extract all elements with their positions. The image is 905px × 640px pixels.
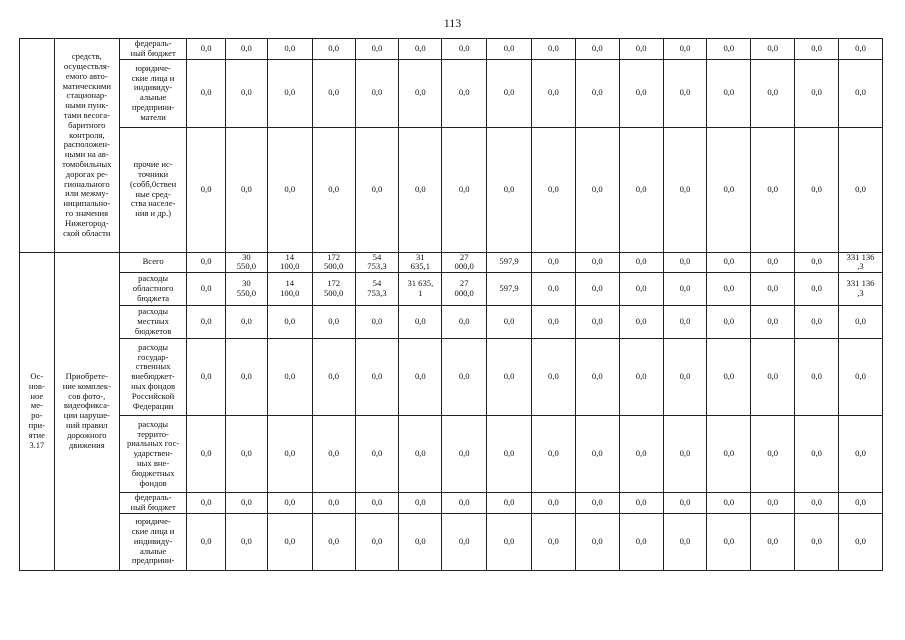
value-cell: 0,0	[487, 339, 532, 416]
value-cell: 0,0	[795, 252, 839, 273]
page-number: 113	[443, 16, 462, 30]
value-cell: 0,0	[187, 493, 226, 514]
value-cell: 31 635,1	[399, 252, 442, 273]
value-cell: 27 000,0	[442, 273, 487, 306]
value-cell: 0,0	[707, 306, 751, 339]
value-cell: 0,0	[267, 306, 312, 339]
value-cell: 0,0	[575, 339, 619, 416]
value-cell: 0,0	[532, 306, 576, 339]
value-cell: 0,0	[487, 513, 532, 570]
value-cell: 0,0	[575, 39, 619, 60]
value-cell: 0,0	[839, 127, 883, 252]
table-row	[20, 339, 883, 416]
value-cell: 0,0	[442, 339, 487, 416]
value-cell: 0,0	[226, 127, 268, 252]
value-cell: 0,0	[707, 493, 751, 514]
value-cell: 0,0	[751, 416, 795, 493]
value-cell: 0,0	[707, 273, 751, 306]
value-cell: 0,0	[619, 493, 663, 514]
value-cell: 0,0	[399, 59, 442, 127]
value-cell: 0,0	[795, 513, 839, 570]
value-cell: 0,0	[187, 59, 226, 127]
value-cell: 31 635, 1	[399, 273, 442, 306]
value-cell: 0,0	[619, 306, 663, 339]
value-cell: 0,0	[575, 252, 619, 273]
value-cell: 0,0	[187, 273, 226, 306]
value-cell: 0,0	[839, 416, 883, 493]
value-cell: 0,0	[355, 127, 399, 252]
value-cell: 0,0	[532, 416, 576, 493]
value-cell: 0,0	[487, 493, 532, 514]
value-cell: 0,0	[187, 416, 226, 493]
value-cell: 0,0	[312, 39, 355, 60]
value-cell: 0,0	[442, 306, 487, 339]
value-cell: 0,0	[399, 513, 442, 570]
value-cell: 0,0	[312, 59, 355, 127]
value-cell: 30 550,0	[226, 252, 268, 273]
value-cell: 0,0	[399, 306, 442, 339]
funding-source: федераль- ный бюджет	[119, 39, 186, 60]
value-cell: 0,0	[226, 59, 268, 127]
value-cell: 0,0	[267, 59, 312, 127]
value-cell: 0,0	[187, 252, 226, 273]
value-cell: 0,0	[707, 416, 751, 493]
value-cell: 0,0	[312, 339, 355, 416]
value-cell: 331 136 ,3	[839, 273, 883, 306]
value-cell: 0,0	[663, 252, 707, 273]
value-cell: 0,0	[663, 306, 707, 339]
funding-source: прочие ис- точники (собб,0ствен ные сред- ства населе- ния и др.)	[119, 127, 186, 252]
value-cell: 0,0	[267, 493, 312, 514]
value-cell: 0,0	[663, 127, 707, 252]
value-cell: 0,0	[751, 127, 795, 252]
value-cell: 27 000,0	[442, 252, 487, 273]
value-cell: 0,0	[619, 252, 663, 273]
value-cell: 0,0	[795, 306, 839, 339]
value-cell: 0,0	[442, 493, 487, 514]
value-cell: 0,0	[839, 59, 883, 127]
funding-source: федераль- ный бюджет	[119, 493, 186, 514]
value-cell: 0,0	[442, 416, 487, 493]
value-cell: 0,0	[707, 127, 751, 252]
value-cell: 0,0	[226, 306, 268, 339]
value-cell: 0,0	[355, 513, 399, 570]
value-cell: 0,0	[795, 493, 839, 514]
value-cell: 0,0	[839, 513, 883, 570]
table-row	[20, 39, 883, 60]
value-cell: 0,0	[267, 39, 312, 60]
measure-cell-empty	[20, 39, 55, 253]
value-cell: 0,0	[226, 39, 268, 60]
table-row	[20, 416, 883, 493]
value-cell: 0,0	[795, 59, 839, 127]
value-cell: 0,0	[442, 59, 487, 127]
value-cell: 0,0	[751, 59, 795, 127]
value-cell: 0,0	[226, 339, 268, 416]
value-cell: 0,0	[575, 416, 619, 493]
value-cell: 0,0	[839, 493, 883, 514]
value-cell: 0,0	[707, 59, 751, 127]
value-cell: 0,0	[619, 59, 663, 127]
funding-source: расходы местных бюджетов	[119, 306, 186, 339]
value-cell: 0,0	[487, 306, 532, 339]
value-cell: 0,0	[399, 39, 442, 60]
value-cell: 0,0	[226, 513, 268, 570]
value-cell: 0,0	[267, 513, 312, 570]
value-cell: 0,0	[267, 127, 312, 252]
value-cell: 0,0	[751, 39, 795, 60]
value-cell: 0,0	[399, 127, 442, 252]
value-cell: 0,0	[187, 39, 226, 60]
value-cell: 172 500,0	[312, 273, 355, 306]
value-cell: 0,0	[487, 416, 532, 493]
value-cell: 597,9	[487, 273, 532, 306]
value-cell: 0,0	[187, 306, 226, 339]
table-row	[20, 252, 883, 273]
value-cell: 0,0	[619, 339, 663, 416]
value-cell: 0,0	[532, 273, 576, 306]
value-cell: 0,0	[532, 127, 576, 252]
value-cell: 0,0	[839, 339, 883, 416]
value-cell: 0,0	[663, 273, 707, 306]
value-cell: 0,0	[751, 339, 795, 416]
value-cell: 0,0	[707, 339, 751, 416]
value-cell: 0,0	[663, 493, 707, 514]
value-cell: 14 100,0	[267, 252, 312, 273]
value-cell: 0,0	[312, 493, 355, 514]
value-cell: 0,0	[355, 339, 399, 416]
value-cell: 30 550,0	[226, 273, 268, 306]
funding-source: расходы государ- ственных внебюджет- ных фондов Российской Федерации	[119, 339, 186, 416]
value-cell: 0,0	[487, 39, 532, 60]
value-cell: 0,0	[663, 339, 707, 416]
value-cell: 0,0	[619, 273, 663, 306]
value-cell: 0,0	[663, 59, 707, 127]
value-cell: 0,0	[532, 339, 576, 416]
value-cell: 0,0	[795, 416, 839, 493]
value-cell: 0,0	[399, 493, 442, 514]
value-cell: 0,0	[487, 127, 532, 252]
value-cell: 0,0	[795, 273, 839, 306]
value-cell: 0,0	[532, 39, 576, 60]
value-cell: 0,0	[267, 416, 312, 493]
value-cell: 0,0	[663, 416, 707, 493]
table-row	[20, 273, 883, 306]
table-row	[20, 127, 883, 252]
value-cell: 331 136 ,3	[839, 252, 883, 273]
value-cell: 0,0	[442, 39, 487, 60]
value-cell: 0,0	[312, 127, 355, 252]
value-cell: 0,0	[619, 127, 663, 252]
value-cell: 0,0	[795, 127, 839, 252]
value-cell: 0,0	[355, 59, 399, 127]
value-cell: 0,0	[355, 416, 399, 493]
funding-source: юридиче- ские лица и индивиду- альные предприни- матели	[119, 59, 186, 127]
value-cell: 172 500,0	[312, 252, 355, 273]
value-cell: 0,0	[619, 39, 663, 60]
value-cell: 0,0	[839, 306, 883, 339]
value-cell: 0,0	[187, 339, 226, 416]
value-cell: 597,9	[487, 252, 532, 273]
value-cell: 0,0	[839, 39, 883, 60]
value-cell: 0,0	[795, 39, 839, 60]
value-cell: 0,0	[575, 127, 619, 252]
value-cell: 0,0	[663, 513, 707, 570]
value-cell: 0,0	[575, 493, 619, 514]
funding-source: расходы террито- риальных гос- ударствен- ных вне- бюджетных фондов	[119, 416, 186, 493]
value-cell: 0,0	[399, 339, 442, 416]
value-cell: 0,0	[312, 416, 355, 493]
measure-description: Приобрете- ние комплек- сов фото-, видеофикса- ции наруше- ний правил дорожного движения	[54, 252, 119, 570]
value-cell: 0,0	[575, 513, 619, 570]
value-cell: 0,0	[575, 59, 619, 127]
table-row	[20, 306, 883, 339]
value-cell: 0,0	[226, 493, 268, 514]
table-row	[20, 493, 883, 514]
value-cell: 0,0	[532, 252, 576, 273]
value-cell: 0,0	[187, 127, 226, 252]
value-cell: 0,0	[663, 39, 707, 60]
value-cell: 0,0	[187, 513, 226, 570]
measure-label: Ос- нов- ное ме- ро- при- ятие 3.17	[20, 252, 55, 570]
value-cell: 54 753,3	[355, 252, 399, 273]
funding-source: Всего	[119, 252, 186, 273]
table-row	[20, 59, 883, 127]
value-cell: 0,0	[707, 39, 751, 60]
value-cell: 0,0	[575, 273, 619, 306]
value-cell: 0,0	[355, 306, 399, 339]
table-row	[20, 513, 883, 570]
funding-source: юридиче- ские лица и индивиду- альные предприни-	[119, 513, 186, 570]
value-cell: 0,0	[751, 273, 795, 306]
measure-description: средств, осуществля- емого авто- матическими стационар- ными пунк- тами весога- баритного контроля, расположен- ными на ав- томобильных дорогах ре- гионального или межму- ниципально- го значения Нижегород- ской области	[54, 39, 119, 253]
value-cell: 0,0	[487, 59, 532, 127]
value-cell: 0,0	[751, 252, 795, 273]
value-cell: 0,0	[575, 306, 619, 339]
value-cell: 0,0	[751, 513, 795, 570]
value-cell: 0,0	[707, 252, 751, 273]
value-cell: 0,0	[532, 513, 576, 570]
value-cell: 0,0	[267, 339, 312, 416]
value-cell: 54 753,3	[355, 273, 399, 306]
value-cell: 0,0	[532, 59, 576, 127]
value-cell: 0,0	[619, 416, 663, 493]
value-cell: 14 100,0	[267, 273, 312, 306]
value-cell: 0,0	[795, 339, 839, 416]
value-cell: 0,0	[399, 416, 442, 493]
value-cell: 0,0	[226, 416, 268, 493]
value-cell: 0,0	[707, 513, 751, 570]
value-cell: 0,0	[355, 39, 399, 60]
value-cell: 0,0	[532, 493, 576, 514]
value-cell: 0,0	[442, 127, 487, 252]
value-cell: 0,0	[442, 513, 487, 570]
value-cell: 0,0	[312, 513, 355, 570]
budget-table	[19, 38, 883, 571]
value-cell: 0,0	[751, 306, 795, 339]
funding-source: расходы областного бюджета	[119, 273, 186, 306]
value-cell: 0,0	[619, 513, 663, 570]
value-cell: 0,0	[355, 493, 399, 514]
value-cell: 0,0	[312, 306, 355, 339]
value-cell: 0,0	[751, 493, 795, 514]
